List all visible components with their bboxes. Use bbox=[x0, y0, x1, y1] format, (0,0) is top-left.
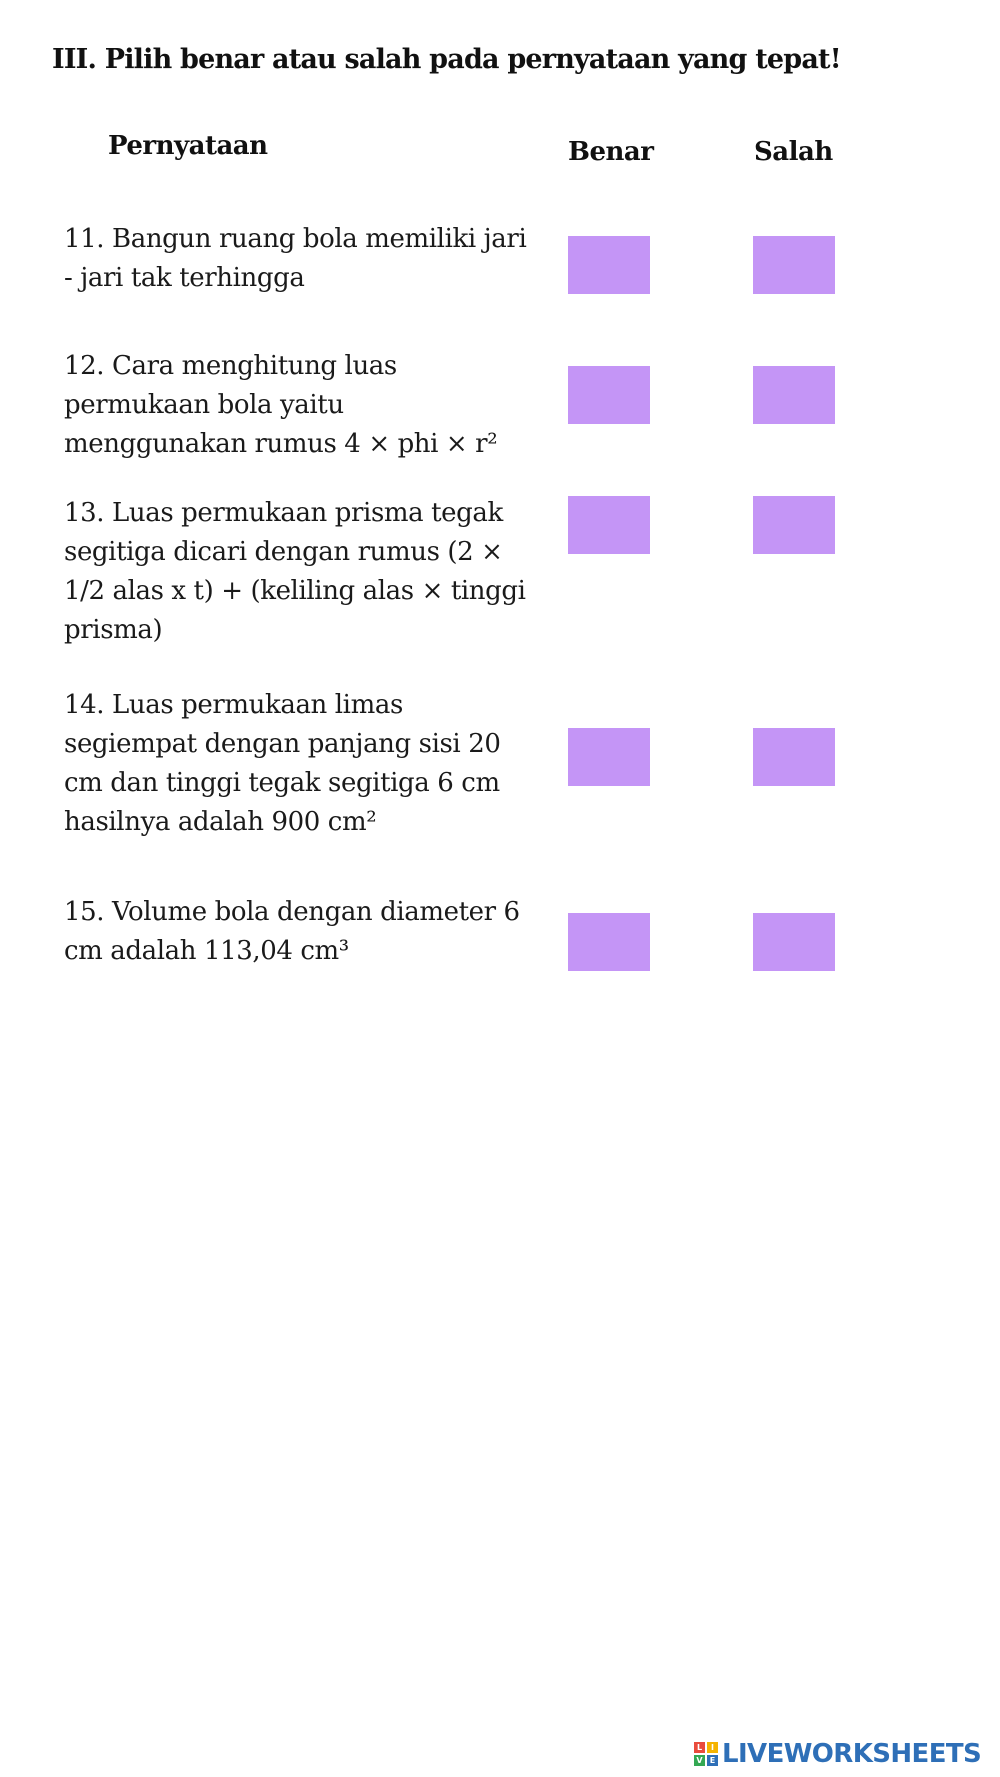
statement-11: 11. Bangun ruang bola memiliki jari - jari tak terhingga bbox=[64, 224, 527, 293]
answer-box-15-salah[interactable] bbox=[753, 913, 835, 971]
worksheet-title: III. Pilih benar atau salah pada pernyataan yang tepat! bbox=[52, 44, 841, 75]
liveworksheets-brand-text: LIVEWORKSHEETS bbox=[722, 1739, 982, 1769]
statement-14: 14. Luas permukaan limas segiempat dengan panjang sisi 20 cm dan tinggi tegak segitiga 6 cm hasilnya adalah 900 cm² bbox=[64, 690, 501, 837]
answer-box-13-salah[interactable] bbox=[753, 496, 835, 554]
answer-box-11-benar[interactable] bbox=[568, 236, 650, 294]
column-header-statement: Pernyataan bbox=[108, 131, 268, 161]
answer-box-13-benar[interactable] bbox=[568, 496, 650, 554]
statement-12: 12. Cara menghitung luas permukaan bola yaitu menggunakan rumus 4 × phi × r² bbox=[64, 351, 498, 459]
statement-13: 13. Luas permukaan prisma tegak segitiga dicari dengan rumus (2 × 1/2 alas x t) + (keliling alas × tinggi prisma) bbox=[64, 498, 526, 645]
answer-box-11-salah[interactable] bbox=[753, 236, 835, 294]
answer-box-14-benar[interactable] bbox=[568, 728, 650, 786]
column-header-true: Benar bbox=[568, 137, 654, 167]
liveworksheets-logo[interactable] bbox=[694, 1739, 981, 1769]
answer-box-12-benar[interactable] bbox=[568, 366, 650, 424]
answer-box-15-benar[interactable] bbox=[568, 913, 650, 971]
statement-15: 15. Volume bola dengan diameter 6 cm adalah 113,04 cm³ bbox=[64, 897, 520, 966]
answer-box-12-salah[interactable] bbox=[753, 366, 835, 424]
column-header-false: Salah bbox=[754, 137, 833, 167]
answer-box-14-salah[interactable] bbox=[753, 728, 835, 786]
liveworksheets-logo-icon: L I V E bbox=[694, 1742, 718, 1766]
